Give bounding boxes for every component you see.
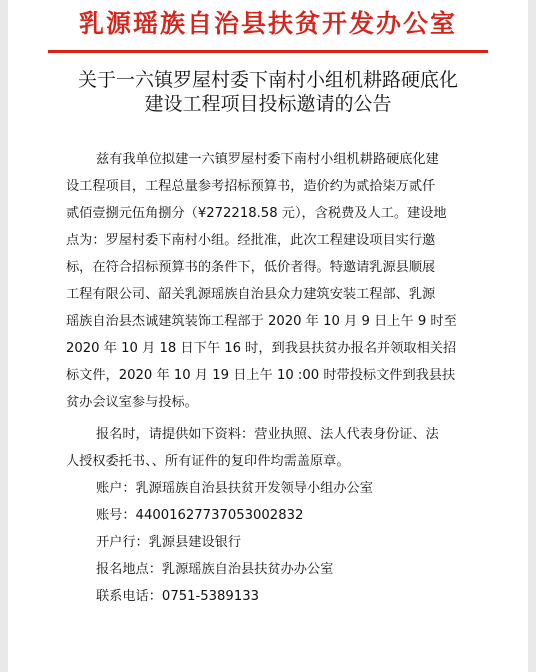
paragraph-2-line: 报名时，请提供如下资料：营业执照、法人代表身份证、法 [96, 427, 439, 442]
paragraph-1-line: 瑶族自治县杰诚建筑装饰工程部于 2020 年 10 月 9 日上午 9 时至 [66, 314, 457, 329]
account-name-line: 账户：乳源瑶族自治县扶贫开发领导小组办公室 [96, 481, 373, 496]
paragraph-1-line: 兹有我单位拟建一六镇罗屋村委下南村小组机耕路硬底化建 [96, 152, 439, 167]
contact-phone-line: 联系电话：0751-5389133 [96, 589, 259, 604]
notice-title [28, 68, 508, 116]
account-number-line: 账号：44001627737053002832 [96, 508, 304, 523]
paragraph-1-line: 点为：罗屋村委下南村小组。经批准，此次工程建设项目实行邀 [66, 233, 436, 248]
paragraph-2-line: 人授权委托书、、所有证件的复印件均需盖原章。 [66, 454, 350, 469]
paragraph-1-line: 设工程项目，工程总量参考招标预算书，造价约为贰拾柒万贰仟 [66, 179, 436, 194]
paragraph-1-line: 工程有限公司、韶关乳源瑶族自治县众力建筑安装工程部、乳源 [66, 287, 436, 302]
paragraph-1-line: 2020 年 10 月 18 日下午 16 时，到我县扶贫办报名并领取相关招 [66, 341, 457, 356]
paragraph-1-line: 标文件，2020 年 10 月 19 日上午 10 :00 时带投标文件到我县扶 [66, 368, 456, 383]
paragraph-1-line: 贫办会议室参与投标。 [66, 395, 198, 410]
paragraph-1-line: 贰佰壹捌元伍角捌分（¥272218.58 元），含税费及人工。建设地 [66, 206, 447, 221]
office-masthead: 乳源瑶族自治县扶贫开发办公室 [78, 9, 457, 38]
notice-title-line: 建设工程项目投标邀请的公告 [144, 93, 392, 115]
registration-place-line: 报名地点：乳源瑶族自治县扶贫办办公室 [96, 562, 334, 577]
red-divider-line [48, 50, 488, 53]
notice-title-line: 关于一六镇罗屋村委下南村小组机耕路硬底化 [77, 69, 458, 91]
bank-line: 开户行：乳源县建设银行 [96, 535, 242, 550]
paragraph-1-line: 标，在符合招标预算书的条件下，低价者得。特邀请乳源县顺展 [66, 260, 436, 275]
document-page [8, 0, 528, 672]
